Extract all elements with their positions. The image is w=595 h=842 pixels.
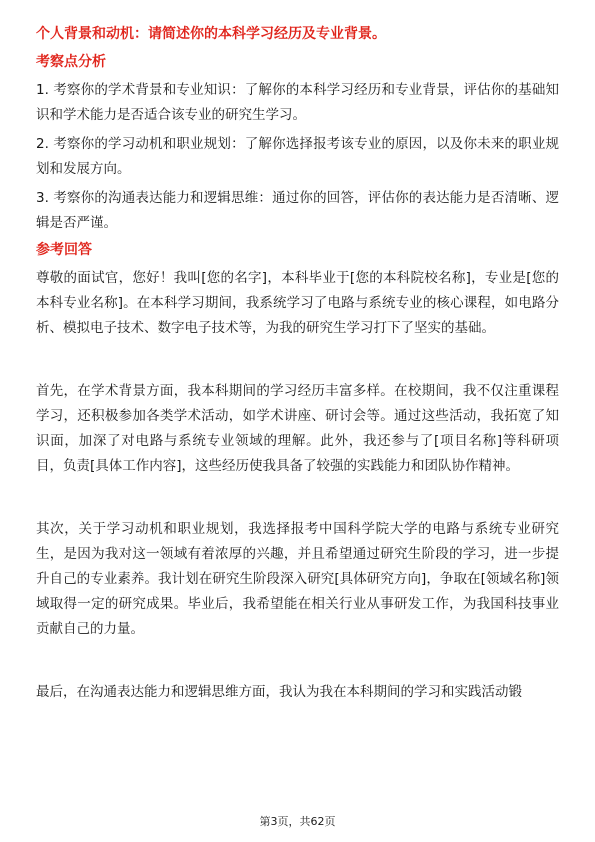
analysis-point-2: 2. 考察你的学习动机和职业规划：了解你选择报考该专业的原因，以及你未来的职业规划和发展方向。 bbox=[36, 136, 559, 177]
analysis-point-1: 1. 考察你的学术背景和专业知识：了解你的本科学习经历和专业背景，评估你的基础知识和学术能力是否适合该专业的研究生学习。 bbox=[36, 82, 559, 123]
analysis-point-3: 3. 考察你的沟通表达能力和逻辑思维：通过你的回答，评估你的表达能力是否清晰、逻辑是否严谨。 bbox=[36, 190, 559, 231]
paragraph-gap bbox=[36, 341, 559, 379]
answer-title: 参考回答 bbox=[36, 242, 92, 258]
answer-paragraph-2: 首先，在学术背景方面，我本科期间的学习经历丰富多样。在校期间，我不仅注重课程学习，还积极参加各类学术活动，如学术讲座、研讨会等。通过这些活动，我拓宽了知识面，加深了对电路与系统专业领域的理解。此外，我还参与了[项目名称]等科研项目，负责[具体工作内容]，这些经历使我具备了较强的实践能力和团队协作精神。 bbox=[36, 383, 559, 474]
question-heading: 个人背景和动机：请简述你的本科学习经历及专业背景。 bbox=[36, 26, 386, 42]
paragraph-gap bbox=[36, 479, 559, 517]
answer-body bbox=[36, 266, 559, 705]
answer-paragraph-1: 尊敬的面试官，您好！我叫[您的名字]，本科毕业于[您的本科院校名称]，专业是[您的本科专业名称]。在本科学习期间，我系统学习了电路与系统专业的核心课程，如电路分析、模拟电子技术、数字电子技术等，为我的研究生学习打下了坚实的基础。 bbox=[36, 270, 559, 336]
page-number: 第3页，共62页 bbox=[259, 815, 336, 828]
paragraph-gap bbox=[36, 642, 559, 680]
analysis-points bbox=[36, 78, 559, 236]
analysis-title: 考察点分析 bbox=[36, 54, 106, 70]
answer-paragraph-4: 最后，在沟通表达能力和逻辑思维方面，我认为我在本科期间的学习和实践活动锻 bbox=[36, 684, 522, 700]
page-content bbox=[36, 24, 559, 705]
answer-paragraph-3: 其次，关于学习动机和职业规划，我选择报考中国科学院大学的电路与系统专业研究生，是因为我对这一领域有着浓厚的兴趣，并且希望通过研究生阶段的学习，进一步提升自己的专业素养。我计划在研究生阶段深入研究[具体研究方向]，争取在[领域名称]领域取得一定的研究成果。毕业后，我希望能在相关行业从事研发工作，为我国科技事业贡献自己的力量。 bbox=[36, 521, 559, 637]
